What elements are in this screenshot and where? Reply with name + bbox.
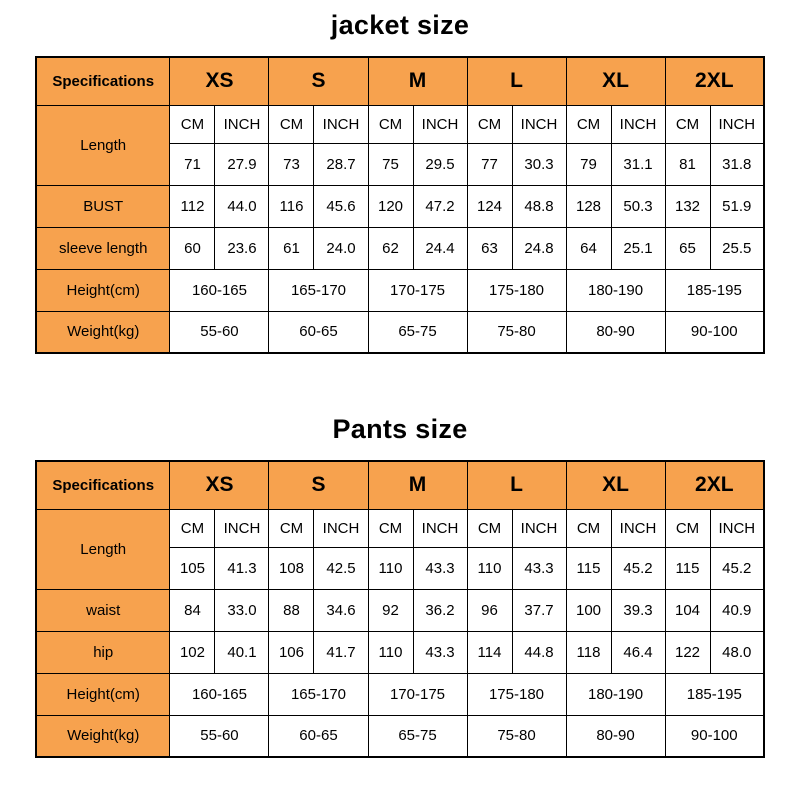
value-cell: 34.6 [314,589,368,631]
value-cell: 75 [368,143,413,185]
unit-header-cell: CM [170,105,215,143]
value-cell: 41.7 [314,631,368,673]
unit-header-cell: INCH [215,509,269,547]
row-label-cell: Weight(kg) [36,311,170,353]
row-label-cell: Height(cm) [36,269,170,311]
size-header-cell: XL [566,57,665,105]
value-cell: 104 [665,589,710,631]
range-cell: 160-165 [170,269,269,311]
value-cell: 115 [665,547,710,589]
range-cell: 185-195 [665,673,764,715]
value-cell: 48.8 [512,185,566,227]
pants-size-table [35,460,765,758]
unit-header-cell: CM [566,105,611,143]
value-cell: 116 [269,185,314,227]
range-cell: 80-90 [566,311,665,353]
value-cell: 71 [170,143,215,185]
weight-row [36,311,764,353]
value-cell: 28.7 [314,143,368,185]
value-cell: 114 [467,631,512,673]
value-cell: 64 [566,227,611,269]
range-cell: 65-75 [368,715,467,757]
value-cell: 118 [566,631,611,673]
unit-header-cell: CM [566,509,611,547]
unit-header-cell: INCH [611,509,665,547]
range-cell: 180-190 [566,269,665,311]
value-cell: 43.3 [413,547,467,589]
value-cell: 45.2 [611,547,665,589]
range-cell: 175-180 [467,673,566,715]
range-cell: 170-175 [368,673,467,715]
value-cell: 77 [467,143,512,185]
value-cell: 47.2 [413,185,467,227]
size-header-cell: S [269,461,368,509]
waist-row [36,589,764,631]
value-cell: 36.2 [413,589,467,631]
range-cell: 90-100 [665,311,764,353]
value-cell: 60 [170,227,215,269]
value-cell: 46.4 [611,631,665,673]
value-cell: 44.0 [215,185,269,227]
unit-header-cell: INCH [710,509,764,547]
value-cell: 25.1 [611,227,665,269]
row-label-cell: Weight(kg) [36,715,170,757]
value-cell: 96 [467,589,512,631]
value-cell: 105 [170,547,215,589]
unit-header-cell: CM [269,105,314,143]
range-cell: 65-75 [368,311,467,353]
value-cell: 79 [566,143,611,185]
unit-header-cell: INCH [413,509,467,547]
value-cell: 124 [467,185,512,227]
range-cell: 75-80 [467,311,566,353]
value-cell: 73 [269,143,314,185]
value-cell: 110 [368,547,413,589]
range-cell: 175-180 [467,269,566,311]
sleeve-length-row [36,227,764,269]
unit-header-cell: INCH [710,105,764,143]
value-cell: 112 [170,185,215,227]
size-header-cell: XS [170,57,269,105]
weight-row [36,715,764,757]
unit-header-cell: CM [467,509,512,547]
value-cell: 122 [665,631,710,673]
size-header-cell: 2XL [665,57,764,105]
unit-header-cell: CM [368,509,413,547]
value-cell: 50.3 [611,185,665,227]
unit-header-cell: CM [665,105,710,143]
size-header-cell: L [467,57,566,105]
value-cell: 132 [665,185,710,227]
range-cell: 55-60 [170,715,269,757]
range-cell: 75-80 [467,715,566,757]
value-cell: 33.0 [215,589,269,631]
value-cell: 45.2 [710,547,764,589]
value-cell: 120 [368,185,413,227]
unit-header-cell: CM [170,509,215,547]
value-cell: 110 [467,547,512,589]
jacket-size-table [35,56,765,354]
unit-header-cell: INCH [512,105,566,143]
size-header-cell: XL [566,461,665,509]
size-header-cell: M [368,57,467,105]
value-cell: 24.4 [413,227,467,269]
value-cell: 29.5 [413,143,467,185]
value-cell: 30.3 [512,143,566,185]
pants-size-section [0,414,800,758]
spec-header-cell: Specifications [36,57,170,105]
value-cell: 41.3 [215,547,269,589]
value-cell: 27.9 [215,143,269,185]
value-cell: 128 [566,185,611,227]
value-cell: 63 [467,227,512,269]
value-cell: 40.1 [215,631,269,673]
value-cell: 48.0 [710,631,764,673]
value-cell: 106 [269,631,314,673]
range-cell: 180-190 [566,673,665,715]
size-header-cell: M [368,461,467,509]
pants-size-title: Pants size [332,414,468,444]
value-cell: 45.6 [314,185,368,227]
height-row [36,269,764,311]
value-cell: 43.3 [413,631,467,673]
row-label-cell: Length [36,509,170,589]
value-cell: 31.8 [710,143,764,185]
unit-header-cell: INCH [413,105,467,143]
range-cell: 165-170 [269,673,368,715]
header-row [36,461,764,509]
unit-header-cell: CM [368,105,413,143]
value-cell: 40.9 [710,589,764,631]
range-cell: 60-65 [269,715,368,757]
row-label-cell: Height(cm) [36,673,170,715]
value-cell: 31.1 [611,143,665,185]
value-cell: 108 [269,547,314,589]
unit-header-row [36,509,764,547]
value-cell: 39.3 [611,589,665,631]
unit-header-cell: INCH [314,509,368,547]
value-cell: 62 [368,227,413,269]
value-cell: 110 [368,631,413,673]
value-cell: 84 [170,589,215,631]
unit-header-row [36,105,764,143]
range-cell: 60-65 [269,311,368,353]
value-cell: 23.6 [215,227,269,269]
value-cell: 88 [269,589,314,631]
range-cell: 80-90 [566,715,665,757]
size-header-cell: S [269,57,368,105]
value-cell: 24.0 [314,227,368,269]
row-label-cell: BUST [36,185,170,227]
range-cell: 160-165 [170,673,269,715]
height-row [36,673,764,715]
size-header-cell: XS [170,461,269,509]
unit-header-cell: INCH [611,105,665,143]
value-cell: 65 [665,227,710,269]
unit-header-cell: INCH [512,509,566,547]
unit-header-cell: INCH [215,105,269,143]
row-label-cell: waist [36,589,170,631]
range-cell: 55-60 [170,311,269,353]
unit-header-cell: INCH [314,105,368,143]
unit-header-cell: CM [467,105,512,143]
range-cell: 185-195 [665,269,764,311]
value-cell: 100 [566,589,611,631]
unit-header-cell: CM [269,509,314,547]
range-cell: 170-175 [368,269,467,311]
range-cell: 165-170 [269,269,368,311]
value-cell: 24.8 [512,227,566,269]
size-header-cell: L [467,461,566,509]
bust-row [36,185,764,227]
value-cell: 92 [368,589,413,631]
value-cell: 25.5 [710,227,764,269]
unit-header-cell: CM [665,509,710,547]
value-cell: 102 [170,631,215,673]
value-cell: 43.3 [512,547,566,589]
jacket-size-section [0,10,800,354]
header-row [36,57,764,105]
row-label-cell: Length [36,105,170,185]
value-cell: 37.7 [512,589,566,631]
row-label-cell: sleeve length [36,227,170,269]
range-cell: 90-100 [665,715,764,757]
hip-row [36,631,764,673]
spec-header-cell: Specifications [36,461,170,509]
size-header-cell: 2XL [665,461,764,509]
value-cell: 51.9 [710,185,764,227]
row-label-cell: hip [36,631,170,673]
jacket-size-title: jacket size [330,10,470,40]
value-cell: 115 [566,547,611,589]
value-cell: 44.8 [512,631,566,673]
value-cell: 81 [665,143,710,185]
value-cell: 61 [269,227,314,269]
value-cell: 42.5 [314,547,368,589]
